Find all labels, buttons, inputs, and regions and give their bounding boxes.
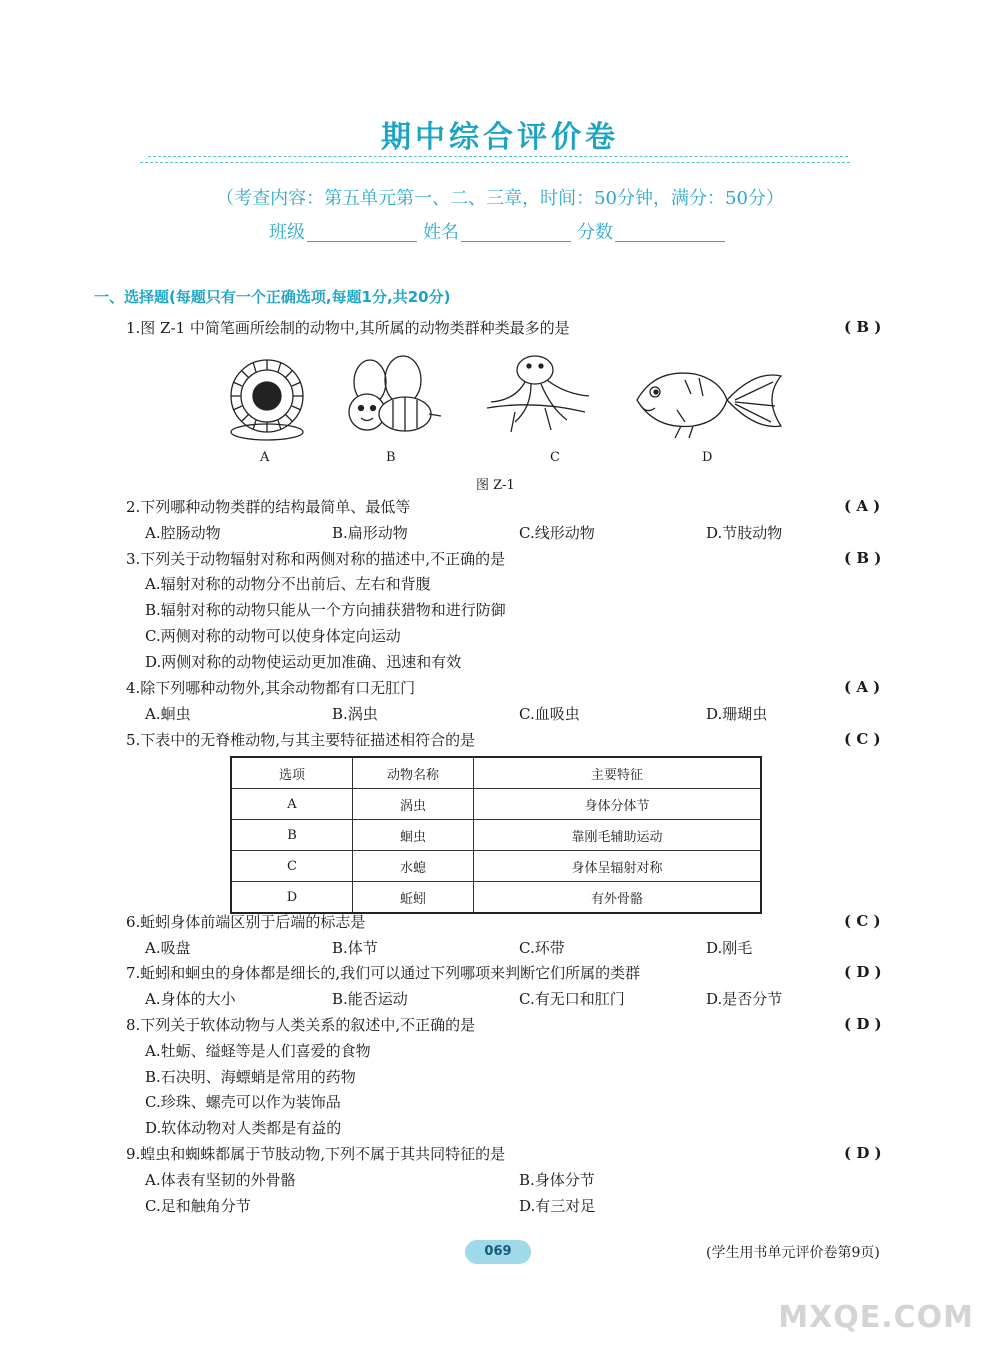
figure-label-a: A — [260, 450, 270, 465]
score-label: 分数 — [577, 222, 613, 243]
class-label: 班级 — [269, 222, 305, 243]
q8-option-c: C.珍珠、螺壳可以作为装饰品 — [145, 1093, 341, 1111]
figure-label-c: C — [550, 450, 560, 465]
answer-1: ( B ) — [844, 318, 882, 336]
goldfish-drawing — [637, 373, 781, 438]
table-cell: 蚯蚓 — [353, 882, 474, 914]
q6-option-c: C.环带 — [519, 939, 565, 957]
table-cell: 涡虫 — [353, 789, 474, 820]
table-cell: 水螅 — [353, 851, 474, 882]
title-divider-2 — [140, 162, 850, 163]
q9-option-d: D.有三对足 — [519, 1197, 596, 1215]
q3-option-d: D.两侧对称的动物使运动更加准确、迅速和有效 — [145, 653, 462, 671]
title-divider — [148, 156, 848, 157]
q2-option-c: C.线形动物 — [519, 524, 595, 542]
page-title: 期中综合评价卷 — [381, 120, 619, 155]
q3-option-c: C.两侧对称的动物可以使身体定向运动 — [145, 627, 401, 645]
question-4: 4.除下列哪种动物外,其余动物都有口无肛门 — [126, 679, 416, 697]
q7-option-d: D.是否分节 — [706, 990, 783, 1008]
question-3: 3.下列关于动物辐射对称和两侧对称的描述中,不正确的是 — [126, 550, 506, 568]
q7-option-c: C.有无口和肛门 — [519, 990, 625, 1008]
q9-option-a: A.体表有坚韧的外骨骼 — [145, 1171, 296, 1189]
question-7: 7.蚯蚓和蛔虫的身体都是细长的,我们可以通过下列哪项来判断它们所属的类群 — [126, 964, 641, 982]
answer-3: ( B ) — [844, 549, 882, 567]
answer-4: ( A ) — [844, 678, 881, 696]
footer-note: (学生用书单元评价卷第9页) — [706, 1245, 880, 1261]
section-heading: 一、选择题(每题只有一个正确选项,每题1分,共20分) — [94, 288, 451, 306]
figure-z1 — [215, 350, 785, 450]
q4-option-d: D.珊瑚虫 — [706, 705, 768, 723]
question-5: 5.下表中的无脊椎动物,与其主要特征描述相符合的是 — [126, 731, 476, 749]
q2-option-b: B.扁形动物 — [332, 524, 408, 542]
q3-option-a: A.辐射对称的动物分不出前后、左右和背腹 — [145, 575, 431, 593]
q6-option-b: B.体节 — [332, 939, 378, 957]
q7-option-b: B.能否运动 — [332, 990, 408, 1008]
q3-option-b: B.辐射对称的动物只能从一个方向捕获猎物和进行防御 — [145, 601, 506, 619]
q4-option-b: B.涡虫 — [332, 705, 378, 723]
table-cell: C — [231, 851, 353, 882]
question-9: 9.蝗虫和蜘蛛都属于节肢动物,下列不属于其共同特征的是 — [126, 1145, 506, 1163]
question-2: 2.下列哪种动物类群的结构最简单、最低等 — [126, 498, 411, 516]
table-cell: 靠刚毛辅助运动 — [474, 820, 762, 851]
page-number: 069 — [465, 1240, 531, 1264]
q7-option-a: A.身体的大小 — [145, 990, 236, 1008]
q9-option-b: B.身体分节 — [519, 1171, 595, 1189]
q5-table — [230, 756, 762, 914]
table-row — [231, 882, 761, 914]
figure-caption: 图 Z-1 — [476, 478, 515, 493]
q2-option-a: A.腔肠动物 — [145, 524, 221, 542]
table-cell: D — [231, 882, 353, 914]
name-label: 姓名 — [423, 222, 459, 243]
answer-6: ( C ) — [844, 912, 881, 930]
figure-label-d: D — [702, 450, 713, 465]
table-header: 选项 — [231, 757, 353, 789]
question-1: 1.图 Z-1 中简笔画所绘制的动物中,其所属的动物类群种类最多的是 — [126, 319, 570, 337]
q8-option-d: D.软体动物对人类都是有益的 — [145, 1119, 342, 1137]
answer-8: ( D ) — [844, 1015, 882, 1033]
question-8: 8.下列关于软体动物与人类关系的叙述中,不正确的是 — [126, 1016, 476, 1034]
octopus-drawing — [487, 356, 589, 432]
exam-scope: （考查内容：第五单元第一、二、三章，时间：50分钟，满分：50分） — [216, 188, 784, 209]
table-row — [231, 820, 761, 851]
q8-option-a: A.牡蛎、缢蛏等是人们喜爱的食物 — [145, 1042, 371, 1060]
table-cell: 有外骨骼 — [474, 882, 762, 914]
q8-option-b: B.石决明、海螵蛸是常用的药物 — [145, 1068, 356, 1086]
watermark: MXQE.COM — [778, 1300, 974, 1335]
q4-option-c: C.血吸虫 — [519, 705, 580, 723]
q6-option-a: A.吸盘 — [145, 939, 191, 957]
table-row — [231, 851, 761, 882]
figure-label-b: B — [386, 450, 396, 465]
bee-drawing — [349, 356, 441, 431]
table-cell: 身体分体节 — [474, 789, 762, 820]
table-cell: B — [231, 820, 353, 851]
table-header: 主要特征 — [474, 757, 762, 789]
table-cell: 身体呈辐射对称 — [474, 851, 762, 882]
table-row — [231, 789, 761, 820]
student-info-fields — [0, 218, 1000, 244]
answer-5: ( C ) — [844, 730, 881, 748]
name-blank[interactable] — [461, 223, 571, 242]
score-blank[interactable] — [615, 223, 725, 242]
answer-7: ( D ) — [844, 963, 882, 981]
answer-9: ( D ) — [844, 1144, 882, 1162]
table-cell: 蛔虫 — [353, 820, 474, 851]
q4-option-a: A.蛔虫 — [145, 705, 191, 723]
q2-option-d: D.节肢动物 — [706, 524, 783, 542]
q9-option-c: C.足和触角分节 — [145, 1197, 251, 1215]
q6-option-d: D.刚毛 — [706, 939, 753, 957]
question-6: 6.蚯蚓身体前端区别于后端的标志是 — [126, 913, 366, 931]
class-blank[interactable] — [307, 223, 417, 242]
sea-anemone-drawing — [231, 360, 303, 440]
table-header: 动物名称 — [353, 757, 474, 789]
answer-2: ( A ) — [844, 497, 881, 515]
table-header-row — [231, 757, 761, 789]
table-cell: A — [231, 789, 353, 820]
